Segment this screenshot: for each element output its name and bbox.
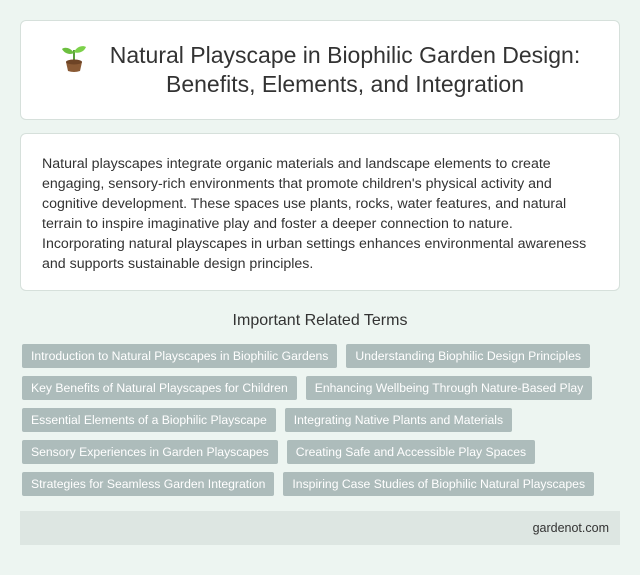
related-term-tag[interactable]: Creating Safe and Accessible Play Spaces xyxy=(287,440,535,464)
page-title xyxy=(110,41,580,99)
related-term-tag[interactable]: Strategies for Seamless Garden Integration xyxy=(22,472,274,496)
footer-site-link[interactable]: gardenot.com xyxy=(532,521,609,535)
related-term-tag[interactable]: Understanding Biophilic Design Principles xyxy=(346,344,590,368)
title-line-1: Natural Playscape in Biophilic Garden Design: xyxy=(109,42,581,68)
sprout-icon xyxy=(60,43,88,73)
title-line-2: Benefits, Elements, and Integration xyxy=(166,71,524,97)
related-term-tag[interactable]: Integrating Native Plants and Materials xyxy=(285,408,512,432)
related-term-tag[interactable]: Sensory Experiences in Garden Playscapes xyxy=(22,440,278,464)
related-term-tag[interactable]: Enhancing Wellbeing Through Nature-Based Play xyxy=(306,376,593,400)
related-terms-list xyxy=(22,344,622,496)
title-card xyxy=(20,20,620,120)
related-term-tag[interactable]: Key Benefits of Natural Playscapes for Children xyxy=(22,376,297,400)
title-row xyxy=(60,41,580,99)
related-term-tag[interactable]: Introduction to Natural Playscapes in Biophilic Gardens xyxy=(22,344,337,368)
related-term-tag[interactable]: Inspiring Case Studies of Biophilic Natural Playscapes xyxy=(283,472,594,496)
related-term-tag[interactable]: Essential Elements of a Biophilic Playscape xyxy=(22,408,276,432)
description-card xyxy=(20,133,620,291)
related-terms-heading: Important Related Terms xyxy=(232,312,408,329)
description-text: Natural playscapes integrate organic materials and landscape elements to create engaging, sensory-rich environments that promote children's physical activity and cognitive development. These spaces use plants, rocks, water features, and natural terrain to inspire imaginative play and foster a deeper connection to nature. Incorporating natural playscapes in urban settings enhances environmental awareness and supports sustainable design principles. xyxy=(42,156,587,272)
footer xyxy=(20,511,620,545)
